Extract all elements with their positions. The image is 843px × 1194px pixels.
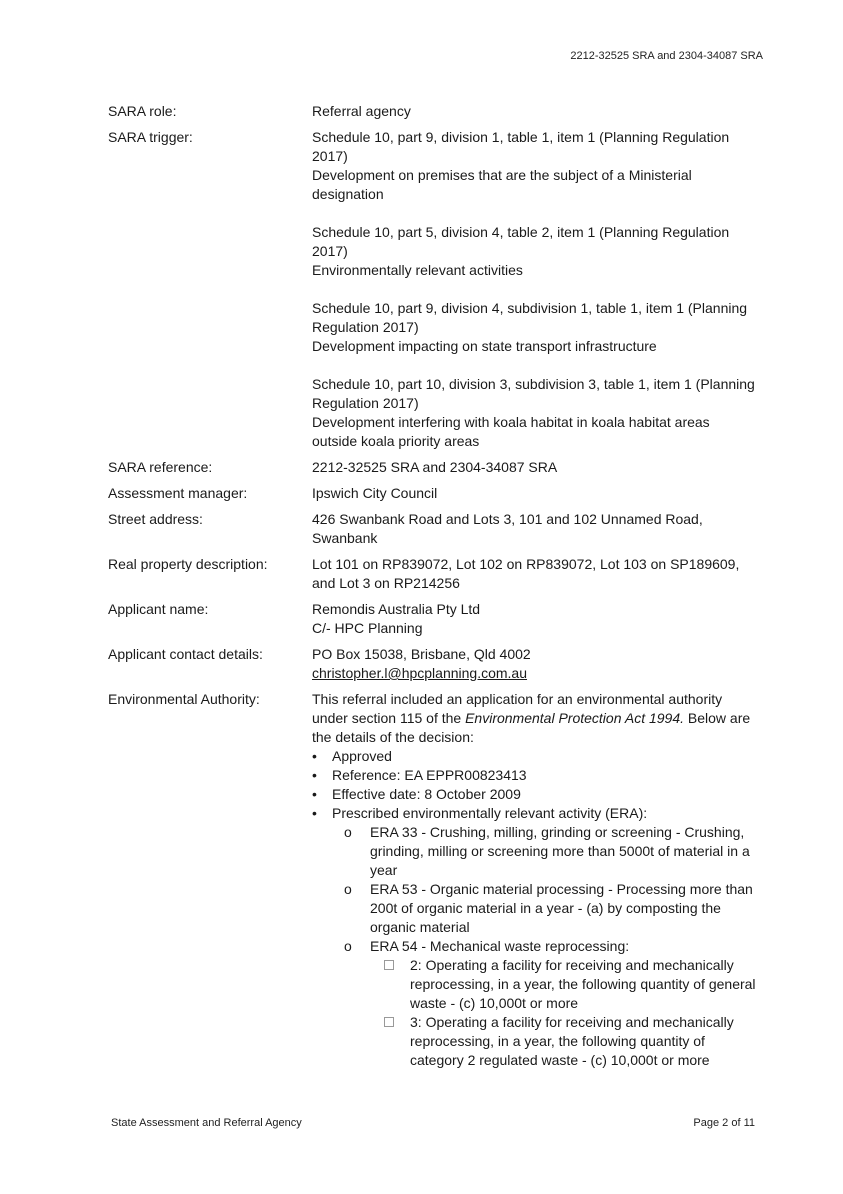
ea-bullet-list [312,747,758,1070]
row-sara-role [108,102,758,121]
applicant-agent: C/- HPC Planning [312,620,423,636]
street-address-label: Street address: [108,511,203,527]
applicant-postal-address: PO Box 15038, Brisbane, Qld 4002 [312,646,531,662]
circle-bullet-icon: o [344,881,352,897]
footer-agency: State Assessment and Referral Agency [111,1117,302,1129]
row-sara-reference [108,458,758,477]
circle-bullet-icon: o [344,824,352,840]
row-assessment-manager [108,484,758,503]
trigger-3-desc: Development impacting on state transport infrastructure [312,338,657,354]
street-address-value: 426 Swanbank Road and Lots 3, 101 and 102 Unnamed Road, Swanbank [312,511,703,546]
environmental-authority-value [312,690,758,1070]
list-item: • Approved [312,748,392,764]
trigger-3-title: Schedule 10, part 9, division 4, subdivision 1, table 1, item 1 (Planning Regulation 2017) [312,300,748,335]
applicant-name-value [312,600,758,638]
list-item: • Reference: EA EPPR00823413 [312,767,527,783]
list-item: o ERA 54 - Mechanical waste reprocessing: [344,938,630,954]
real-property-label: Real property description: [108,556,268,572]
bullet-icon: • [312,748,317,764]
list-item: • Prescribed environmentally relevant activity (ERA): [312,805,648,821]
applicant-company: Remondis Australia Pty Ltd [312,601,481,617]
bullet-icon: • [312,786,317,802]
trigger-1-title: Schedule 10, part 9, division 1, table 1, item 1 (Planning Regulation 2017) [312,129,730,164]
sara-role-value: Referral agency [312,103,411,119]
trigger-2-desc: Environmentally relevant activities [312,262,523,278]
square-bullet-icon [384,1017,394,1027]
list-item: 2: Operating a facility for receiving and mechanically reprocessing, in a year, the following quantity of general waste - (c) 10,000t or more [384,956,758,1013]
real-property-value: Lot 101 on RP839072, Lot 102 on RP839072, Lot 103 on SP189609, and Lot 3 on RP214256 [312,556,740,591]
row-environmental-authority [108,690,758,1070]
details-table [108,102,758,1077]
trigger-4-title: Schedule 10, part 10, division 3, subdivision 3, table 1, item 1 (Planning Regulation 2017) [312,376,755,411]
sara-role-label: SARA role: [108,103,177,119]
sara-reference-label: SARA reference: [108,459,213,475]
list-item: • Effective date: 8 October 2009 [312,786,521,802]
list-item: o ERA 53 - Organic material processing - Processing more than 200t of organic material in a year - (a) by composting the organic material [344,881,753,935]
row-street-address [108,510,758,548]
sara-reference-value: 2212-32525 SRA and 2304-34087 SRA [312,459,558,475]
bullet-icon: • [312,805,317,821]
ea-intro: This referral included an application for an environmental authority under section 115 of the Environmental Protection Act 1994. Below are the details of the decision: [312,691,751,745]
era54-sublist [344,956,758,1070]
page-number: Page 2 of 11 [693,1117,755,1129]
trigger-4-desc: Development interfering with koala habitat in koala habitat areas outside koala priority areas [312,414,710,449]
applicant-name-label: Applicant name: [108,601,209,617]
trigger-1-desc: Development on premises that are the subject of a Ministerial designation [312,167,692,202]
page-footer [111,1117,755,1129]
applicant-contact-label: Applicant contact details: [108,646,263,662]
environmental-authority-label: Environmental Authority: [108,691,260,707]
circle-bullet-icon: o [344,938,352,954]
page-header-reference: 2212-32525 SRA and 2304-34087 SRA [570,50,763,62]
applicant-contact-value [312,645,758,683]
row-real-property [108,555,758,593]
era-sublist [312,823,758,1070]
trigger-2-title: Schedule 10, part 5, division 4, table 2, item 1 (Planning Regulation 2017) [312,224,730,259]
square-bullet-icon [384,960,394,970]
sara-trigger-value [312,128,758,451]
row-applicant-contact [108,645,758,683]
row-applicant-name [108,600,758,638]
sara-trigger-label: SARA trigger: [108,129,193,145]
assessment-manager-label: Assessment manager: [108,485,248,501]
applicant-email-link[interactable]: christopher.l@hpcplanning.com.au [312,665,528,681]
list-item: 3: Operating a facility for receiving and mechanically reprocessing, in a year, the following quantity of category 2 regulated waste - (c) 10,000t or more [384,1013,758,1070]
bullet-icon: • [312,767,317,783]
row-sara-trigger [108,128,758,451]
assessment-manager-value: Ipswich City Council [312,485,438,501]
list-item: o ERA 33 - Crushing, milling, grinding or screening - Crushing, grinding, milling or screening more than 5000t of material in a year [344,824,750,878]
